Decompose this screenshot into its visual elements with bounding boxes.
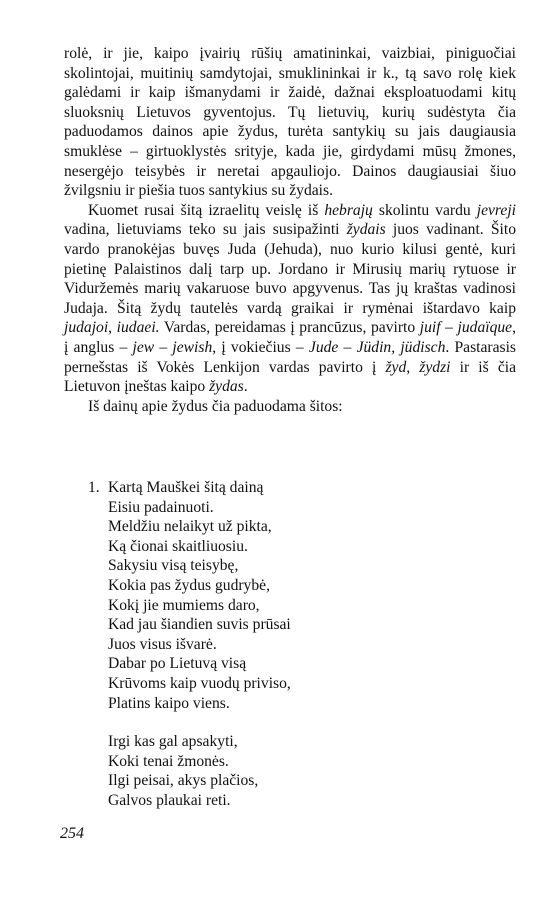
verse-line: Koki tenai žmonės. [108,752,229,770]
text-run: , į vokiečius – [212,338,309,356]
text-run: skolintu vardu [372,201,477,219]
song-text [88,478,291,811]
stanza [88,478,291,713]
text-run: Iš dainų apie žydus čia paduodama šitos: [88,397,343,415]
verse-line: Dabar po Lietuvą visą [108,655,247,673]
verse-line: Juos visus išvarė. [108,635,217,653]
text-run: . Pastarasis pernešstas iš Vokės Lenkijon vardas pavirto į [64,338,516,376]
text-run: juos vadinant. Šito vardo pranokėjas buvęs Juda (Jehuda), nuo kurio kilusi gentė, kuri pietinę Palaistinos dalį tarp up. Jordano ir Mirusių marių rytuose ir Viduržemės marių vakaruose buvo apgyvenus. Tas jų kraštas vadinosi Judaja. Šitą žydų tautelės vardą graikai ir rymėnai ištardavo kaip [64,221,517,317]
verse-line: Platins kaipo viens. [108,694,230,712]
text-run: . [243,378,248,396]
text-run: ir iš čia Lietuvon įneštas kaipo [64,358,516,396]
italic-term: jew – jewish [132,338,213,356]
paragraph [64,201,516,397]
italic-term: Jude – Jüdin, jüdisch [308,338,446,356]
verse-line: Krūvoms kaip vuodų priviso, [108,674,291,692]
text-run: rolė, ir jie, kaipo įvairių rūšių amatininkai, vaizbiai, piniguočiai skolintojai, muitinių samdytojai, smuklininkai ir k., tą savo rolę kiek galėdami ir kaip išmanydami ir žaidė, dažnai eksploatuodami kitų sluoksnių Lietuvos gyventojus. Tų lietuvių, kurių sudėstyta čia paduodamos dainos apie žydus, turėta santykių su jais daugiausia smuklėse – girtuoklystės srityje, kada jie, girdydami mūsų žmones, nesergėjo teisybės ir neretai apgauliojo. Dainos daugiausiai šiuo žvilgsniu ir piešia tuos santykius su žydais. [64,45,516,200]
page-number: 254 [60,825,84,842]
verse-line: Eisiu padainuoti. [108,498,214,516]
verse-line: Kokį jie mumiems daro, [108,596,260,614]
verse-line: Irgi kas gal apsakyti, [108,733,238,751]
italic-term: judajoi, iudaei. [64,319,160,337]
italic-term: hebrajų [324,201,373,219]
paragraph [64,397,516,417]
paragraph [64,44,516,201]
verse-line: Kokia pas žydus gudrybė, [108,576,270,594]
verse-line: Meldžiu nelaikyt už pikta, [108,518,272,536]
verse-line: Kad jau šiandien suvis prūsai [108,616,291,634]
verse-line: Kartą Mauškei šitą dainą [108,479,264,496]
verse-line: Ką čionai skaitliuosiu. [108,537,248,555]
italic-term: žydais [346,221,386,239]
song-number: 1. [88,479,100,496]
stanza [88,732,291,810]
verse-line: Sakysiu visą teisybę, [108,557,239,575]
prose-body [64,44,516,416]
italic-term: žyd, žydzi [385,358,451,376]
text-run: vadina, lietuviams teko su jais susipažinti [64,221,347,239]
text-run: Kuomet rusai šitą izraelitų veislę iš [88,201,325,219]
text-run: , į anglus – [64,319,516,356]
text-run: Vardas, pereidamas į prancūzus, pavirto [159,319,420,337]
italic-term: žydas [209,378,244,396]
verse-line: Ilgi peisai, akys plačios, [108,772,259,790]
verse-line: Galvos plaukai reti. [108,791,231,809]
italic-term: jevreji [476,201,516,219]
italic-term: juif – judaïque [419,319,513,337]
